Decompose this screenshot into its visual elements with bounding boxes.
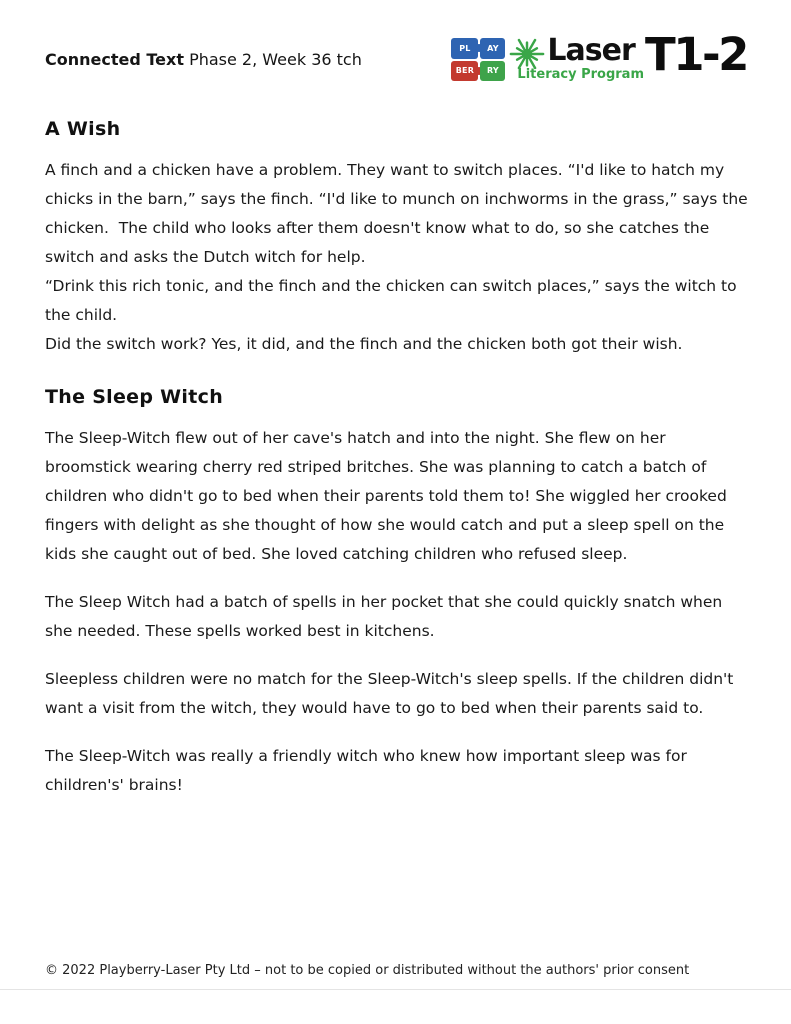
paragraph: The Sleep Witch had a batch of spells in her pocket that she could quickly snatch when she needed. These spells worked best in kitchens.: [45, 593, 728, 640]
puzzle-piece-pl: PL: [451, 38, 478, 59]
paragraph: Sleepless children were no match for the Sleep-Witch's sleep spells. If the children didn't want a visit from the witch, they would have to go to bed when their parents said to.: [45, 670, 739, 717]
logo-subtitle: Literacy Program: [517, 67, 644, 82]
paragraph: The Sleep-Witch flew out of her cave's hatch and into the night. She flew on her broomstick wearing cherry red striped britches. She was planning to catch a batch of children who didn't go to bed when their parents told them to! She wiggled her crooked fingers with delight as she thought of how she would catch and put a sleep spell on the kids she caught out of bed. She loved catching children who refused sleep.: [45, 429, 732, 563]
document-title-rest: Phase 2, Week 36 tch: [183, 50, 362, 69]
copyright-footer: © 2022 Playberry-Laser Pty Ltd – not to be copied or distributed without the authors' prior consent: [45, 963, 690, 978]
logo-text-block: [517, 33, 644, 82]
footer-divider: [0, 989, 791, 990]
section-heading-sleep-witch: The Sleep Witch: [45, 386, 224, 408]
page-header: [45, 28, 747, 82]
document-title: [45, 50, 362, 69]
puzzle-piece-ry: RY: [480, 61, 505, 82]
playberry-puzzle-logo: [451, 38, 505, 81]
document-title-bold: Connected Text: [45, 50, 184, 69]
playberry-laser-logo: [451, 28, 747, 82]
paragraph: “Drink this rich tonic, and the finch and the chicken can switch places,” says the witch to the child.: [45, 277, 742, 324]
puzzle-piece-ay: AY: [480, 38, 505, 59]
paragraph: Did the switch work? Yes, it did, and the finch and the chicken both got their wish.: [45, 335, 683, 353]
paragraph: A finch and a chicken have a problem. They want to switch places. “I'd like to hatch my chicks in the barn,” says the finch. “I'd like to munch on inchworms in the grass,” says the chicken. The child who looks after them doesn't know what to do, so she catches the switch and asks the Dutch witch for help.: [45, 161, 753, 266]
section-heading-a-wish: A Wish: [45, 118, 121, 140]
puzzle-piece-ber: BER: [451, 61, 478, 82]
paragraph: The Sleep-Witch was really a friendly witch who knew how important sleep was for children's' brains!: [45, 747, 692, 794]
logo-brand-name: Laser: [547, 33, 635, 68]
logo-code-badge: T1-2: [645, 28, 747, 81]
